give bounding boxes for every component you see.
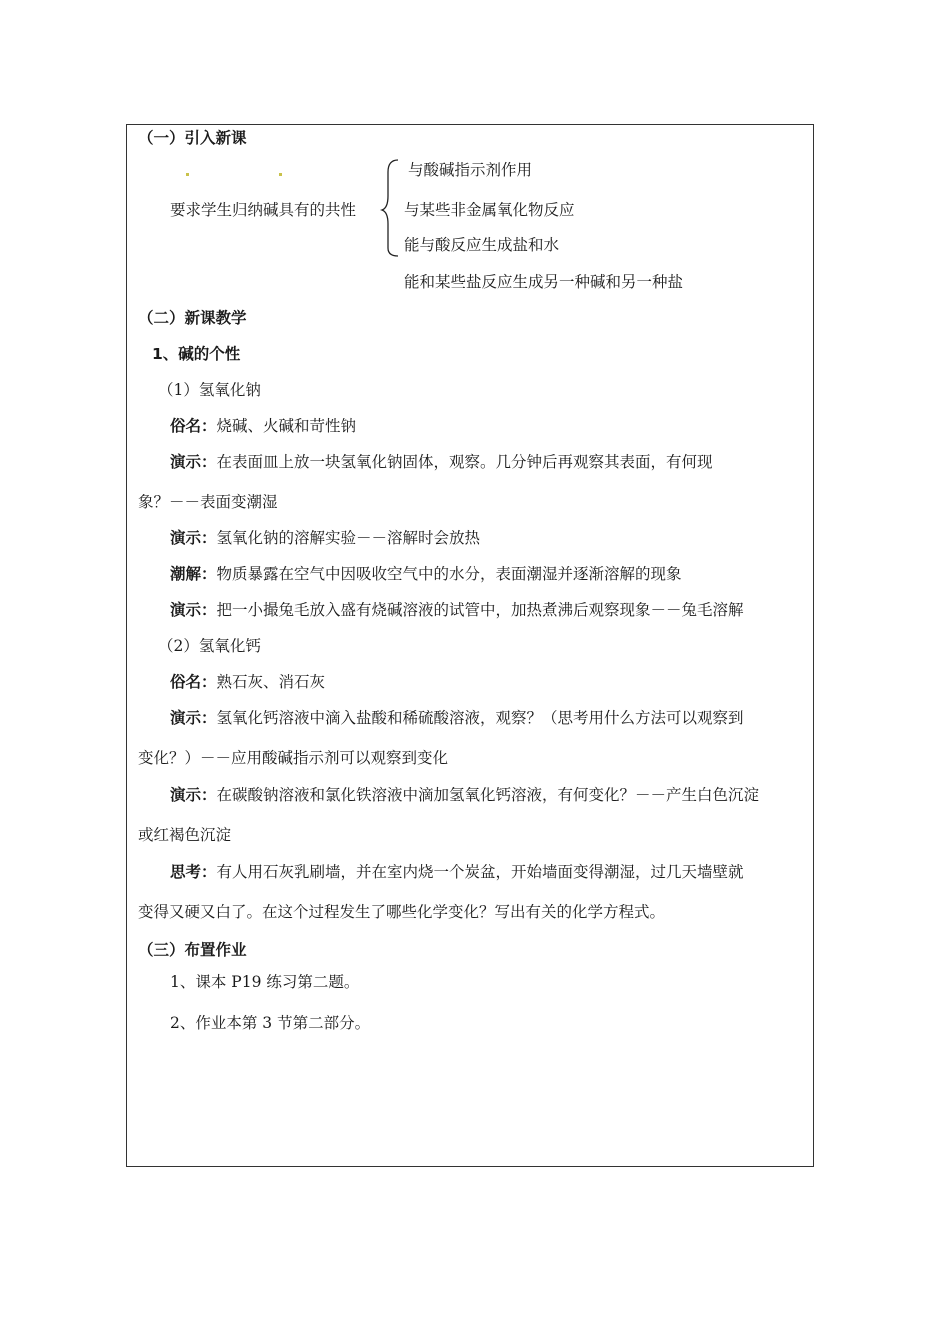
- label: 思考：: [170, 863, 217, 881]
- think-cont: 变得又硬又白了。在这个过程发生了哪些化学变化？写出有关的化学方程式。: [138, 903, 666, 921]
- intro-item: 与酸碱指示剂作用: [408, 161, 533, 179]
- naoh-demo1-cont: 象？－－表面变潮湿: [138, 493, 278, 511]
- text: 把一小撮兔毛放入盛有烧碱溶液的试管中，加热煮沸后观察现象－－兔毛溶解: [216, 601, 744, 619]
- section-heading-intro: （一）引入新课: [138, 129, 247, 147]
- section-heading-teach: （二）新课教学: [138, 309, 247, 327]
- text: 在表面皿上放一块氢氧化钠固体，观察。几分钟后再观察其表面，有何现: [216, 453, 713, 471]
- label: 演示：: [170, 601, 217, 619]
- text: 熟石灰、消石灰: [216, 673, 326, 691]
- caoh-demo1-line: [170, 708, 744, 728]
- section-heading-homework: （三）布置作业: [138, 941, 247, 959]
- naoh-deliquescence-line: [170, 564, 682, 584]
- label: 俗名：: [170, 417, 217, 435]
- label: 俗名：: [170, 673, 217, 691]
- text: 在碳酸钠溶液和氯化铁溶液中滴加氢氧化钙溶液，有何变化？－－产生白色沉淀: [216, 786, 760, 804]
- text: 氢氧化钠的溶解实验－－溶解时会放热: [216, 529, 481, 547]
- text: 氢氧化钙溶液中滴入盐酸和稀硫酸溶液，观察？（思考用什么方法可以观察到: [216, 709, 744, 727]
- intro-lead-text: 要求学生归纳碱具有的共性: [170, 201, 357, 219]
- intro-item: 能和某些盐反应生成另一种碱和另一种盐: [404, 273, 684, 291]
- naoh-demo1-line: [170, 452, 713, 472]
- naoh-demo2-line: [170, 528, 480, 548]
- label: 演示：: [170, 709, 217, 727]
- intro-item: 与某些非金属氧化物反应: [404, 201, 575, 219]
- caoh-alias-line: [170, 672, 325, 692]
- text: 有人用石灰乳刷墙，并在室内烧一个炭盆，开始墙面变得潮湿，过几天墙壁就: [216, 863, 744, 881]
- caoh-demo2-cont: 或红褐色沉淀: [138, 826, 232, 844]
- think-line: [170, 862, 744, 882]
- mark-dot: [186, 173, 189, 176]
- intro-item: 能与酸反应生成盐和水: [404, 236, 560, 254]
- label: 潮解：: [170, 565, 217, 583]
- caoh-demo2-line: [170, 785, 759, 805]
- caoh-demo1-cont: 变化？）－－应用酸碱指示剂可以观察到变化: [138, 749, 449, 767]
- text: 烧碱、火碱和苛性钠: [216, 417, 357, 435]
- naoh-demo3-line: [170, 600, 744, 620]
- homework-item: 1、课本 P19 练习第二题。: [170, 973, 360, 991]
- mark-dot: [279, 173, 282, 176]
- naoh-title: （1）氢氧化钠: [158, 381, 261, 399]
- text: 物质暴露在空气中因吸收空气中的水分，表面潮湿并逐渐溶解的现象: [216, 565, 682, 583]
- subheading-base-properties: 1、碱的个性: [152, 345, 241, 363]
- naoh-alias-line: [170, 416, 356, 436]
- caoh-title: （2）氢氧化钙: [158, 637, 261, 655]
- label: 演示：: [170, 529, 217, 547]
- label: 演示：: [170, 786, 217, 804]
- homework-item: 2、作业本第 3 节第二部分。: [170, 1014, 371, 1032]
- brace-icon: [380, 158, 402, 258]
- label: 演示：: [170, 453, 217, 471]
